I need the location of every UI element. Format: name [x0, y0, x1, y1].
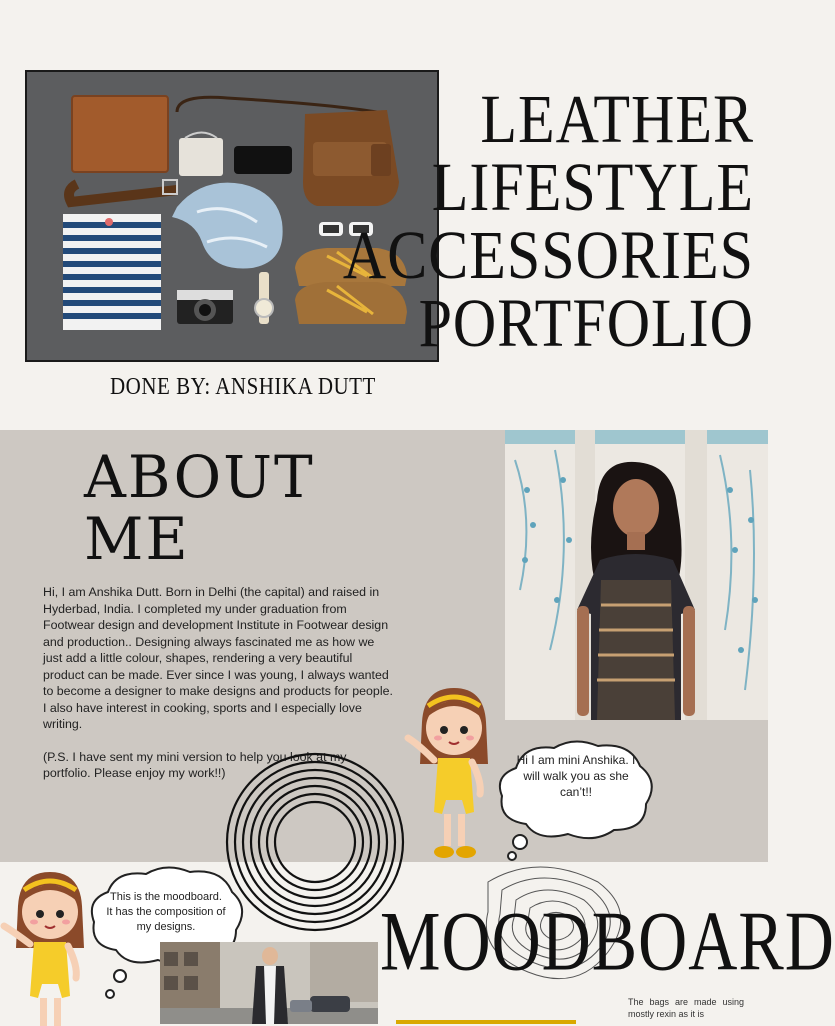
- about-heading: [84, 443, 315, 573]
- accent-bar: [396, 1020, 576, 1024]
- mini-anshika-character: [404, 682, 500, 862]
- author-credit: DONE BY: ANSHIKA DUTT: [110, 372, 376, 400]
- portrait-photo: [505, 430, 768, 720]
- about-bubble-text: Hi I am mini Anshika. I will walk you as she can’t!!: [516, 753, 636, 799]
- moodboard-heading: MOODBOARD: [380, 893, 835, 989]
- mini-anshika-moodboard: [0, 866, 96, 1026]
- about-section: [0, 430, 768, 862]
- concentric-arcs-decoration: [230, 862, 400, 952]
- about-paragraph-1: Hi, I am Anshika Dutt. Born in Delhi (the capital) and raised in Hyderbad, India. I completed my under graduation from Footwear design and development Institute in Footwear design and production.. Designing always fascinated me as how we just add a little colour, shapes, rendering a very beautiful product can be made. Ever since I was young, I always wanted to become a designer to make designs and products for people. I also have interest in cooking, sports and I especially love writing.: [43, 585, 393, 731]
- hero-section: [0, 0, 768, 430]
- about-heading-line2: ME: [84, 505, 190, 573]
- portrait-illustration: [505, 430, 768, 720]
- street-scene-photo: [160, 942, 378, 1024]
- about-paragraph-2: (P.S. I have sent my mini version to help you look at my portfolio. Please enjoy my work!!): [43, 749, 347, 780]
- title-line-4: PORTFOLIO: [418, 285, 754, 362]
- moodboard-section: [0, 862, 835, 1024]
- moodboard-bubble-text: This is the moodboard. It has the composition of my designs.: [106, 891, 226, 933]
- about-heading-line1: ABOUT: [84, 443, 315, 511]
- title-line-1: LEATHER: [480, 81, 754, 158]
- title-line-3: ACCESSORIES: [342, 217, 754, 294]
- bags-material-note: The bags are made using mostly rexin as it is: [628, 997, 744, 1019]
- title-line-2: LIFESTYLE: [431, 149, 754, 226]
